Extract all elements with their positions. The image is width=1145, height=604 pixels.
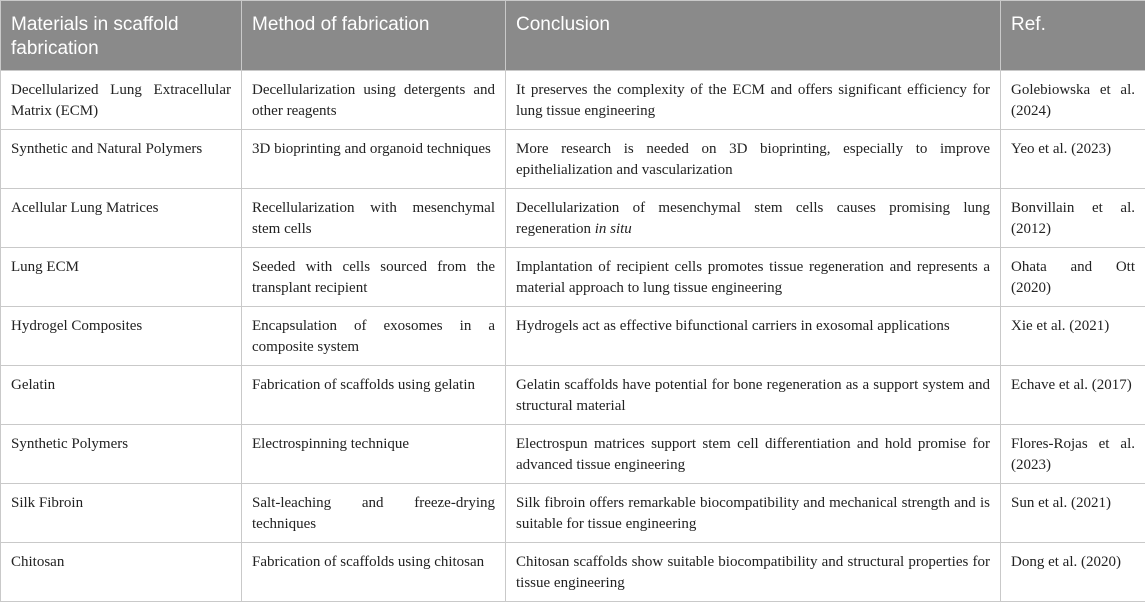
cell-method: Salt-leaching and freeze-drying techniques: [242, 484, 506, 543]
header-ref: Ref.: [1001, 1, 1145, 71]
cell-method: Electrospinning technique: [242, 425, 506, 484]
table-body: [1, 71, 1145, 602]
cell-material: Gelatin: [1, 366, 242, 425]
cell-conclusion: More research is needed on 3D bioprinting, especially to improve epithelialization and vascularization: [506, 130, 1001, 189]
cell-conclusion: Implantation of recipient cells promotes tissue regeneration and represents a material approach to lung tissue engineering: [506, 248, 1001, 307]
cell-method: Seeded with cells sourced from the transplant recipient: [242, 248, 506, 307]
cell-ref: Golebiowska et al. (2024): [1001, 71, 1145, 130]
cell-method: 3D bioprinting and organoid techniques: [242, 130, 506, 189]
table-row: [1, 543, 1145, 602]
table-row: [1, 366, 1145, 425]
cell-ref: Dong et al. (2020): [1001, 543, 1145, 602]
cell-material: Silk Fibroin: [1, 484, 242, 543]
cell-material: Acellular Lung Matrices: [1, 189, 242, 248]
cell-method: Encapsulation of exosomes in a composite system: [242, 307, 506, 366]
cell-ref: Sun et al. (2021): [1001, 484, 1145, 543]
cell-ref: Echave et al. (2017): [1001, 366, 1145, 425]
header-materials: Materials in scaffold fabrication: [1, 1, 242, 71]
cell-material: Synthetic Polymers: [1, 425, 242, 484]
table-row: [1, 189, 1145, 248]
cell-material: Hydrogel Composites: [1, 307, 242, 366]
cell-conclusion: It preserves the complexity of the ECM and offers significant efficiency for lung tissue engineering: [506, 71, 1001, 130]
cell-material: Synthetic and Natural Polymers: [1, 130, 242, 189]
cell-method: Fabrication of scaffolds using gelatin: [242, 366, 506, 425]
table-row: [1, 425, 1145, 484]
cell-method: Decellularization using detergents and other reagents: [242, 71, 506, 130]
table-row: [1, 71, 1145, 130]
header-conclusion: Conclusion: [506, 1, 1001, 71]
cell-material: Lung ECM: [1, 248, 242, 307]
table-header: [1, 1, 1145, 71]
cell-ref: Flores-Rojas et al. (2023): [1001, 425, 1145, 484]
table-row: [1, 307, 1145, 366]
conclusion-italic-text: in situ: [594, 220, 632, 237]
cell-conclusion: Chitosan scaffolds show suitable biocompatibility and structural properties for tissue engineering: [506, 543, 1001, 602]
cell-conclusion: Silk fibroin offers remarkable biocompatibility and mechanical strength and is suitable for tissue engineering: [506, 484, 1001, 543]
header-method: Method of fabrication: [242, 1, 506, 71]
cell-material: Decellularized Lung Extracellular Matrix (ECM): [1, 71, 242, 130]
header-row: [1, 1, 1145, 71]
cell-method: Recellularization with mesenchymal stem cells: [242, 189, 506, 248]
cell-ref: Xie et al. (2021): [1001, 307, 1145, 366]
cell-conclusion: Gelatin scaffolds have potential for bone regeneration as a support system and structural material: [506, 366, 1001, 425]
cell-conclusion: [506, 189, 1001, 248]
cell-ref: Yeo et al. (2023): [1001, 130, 1145, 189]
cell-ref: Ohata and Ott (2020): [1001, 248, 1145, 307]
conclusion-text: Decellularization of mesenchymal stem cells causes promising lung regeneration: [516, 200, 990, 237]
cell-method: Fabrication of scaffolds using chitosan: [242, 543, 506, 602]
cell-conclusion: Hydrogels act as effective bifunctional carriers in exosomal applications: [506, 307, 1001, 366]
cell-ref: Bonvillain et al. (2012): [1001, 189, 1145, 248]
cell-conclusion: Electrospun matrices support stem cell differentiation and hold promise for advanced tissue engineering: [506, 425, 1001, 484]
table-row: [1, 248, 1145, 307]
cell-material: Chitosan: [1, 543, 242, 602]
table-row: [1, 484, 1145, 543]
table-row: [1, 130, 1145, 189]
